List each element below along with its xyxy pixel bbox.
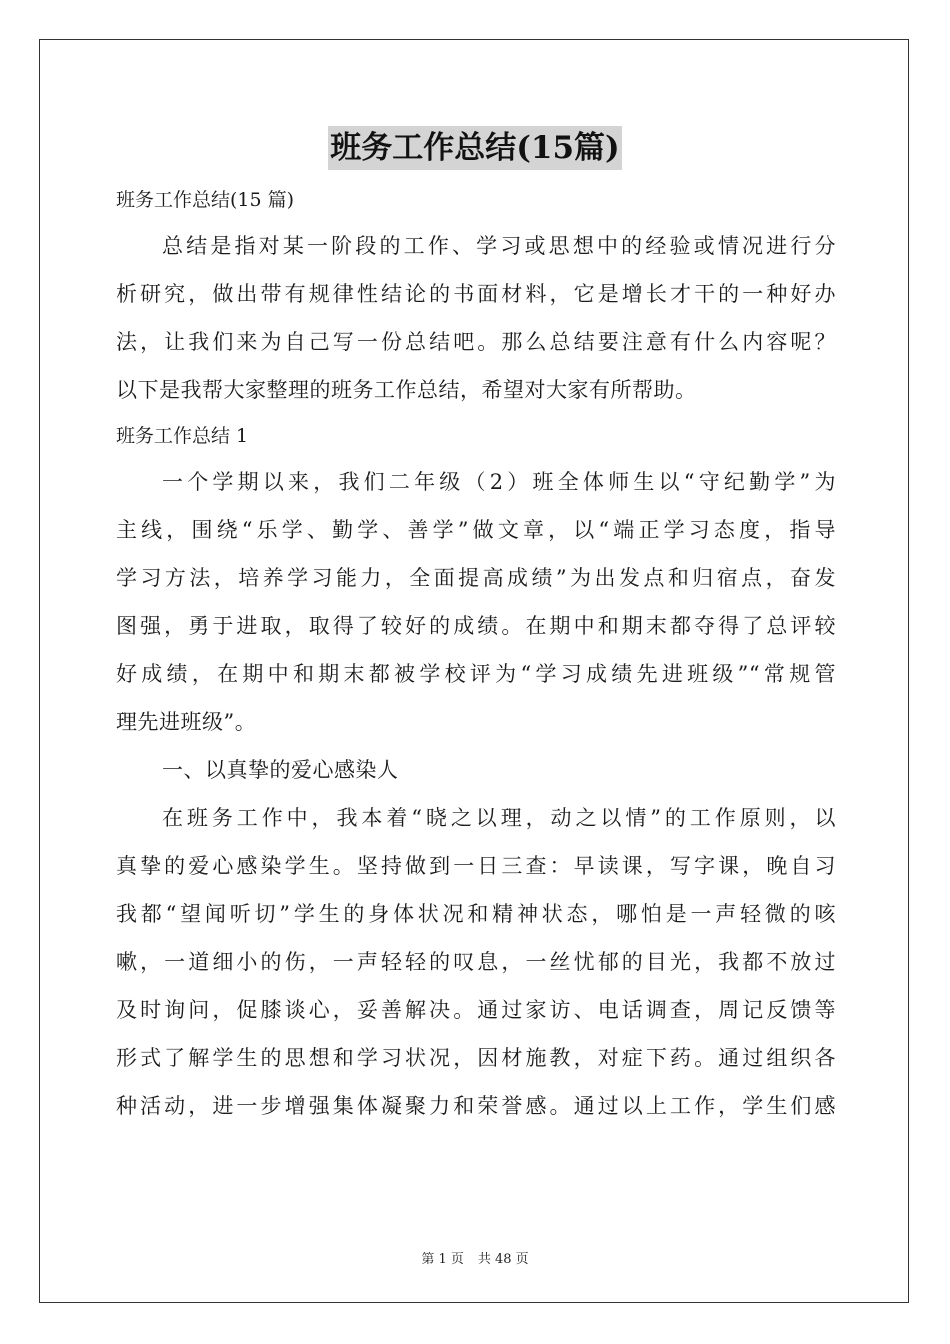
intro-paragraph	[116, 222, 836, 414]
paragraph-line: 以下是我帮大家整理的班务工作总结，希望对大家有所帮助。	[116, 378, 697, 402]
paragraph-line: 析研究，做出带有规律性结论的书面材料，它是增长才干的一种好办	[116, 282, 836, 306]
paragraph-line: 形式了解学生的思想和学习状况，因材施教，对症下药。通过组织各	[116, 1046, 836, 1070]
document-body	[116, 178, 836, 1130]
paragraph-line: 图强，勇于进取，取得了较好的成绩。在期中和期末都夺得了总评较	[116, 614, 836, 638]
paragraph-line: 学习方法，培养学习能力，全面提高成绩”为出发点和归宿点，奋发	[116, 566, 836, 590]
page-number: 第 1 页	[421, 1252, 464, 1267]
paragraph-1	[116, 458, 836, 746]
total-pages: 共 48 页	[477, 1252, 529, 1267]
document-title: 班务工作总结(15篇)	[328, 126, 621, 170]
paragraph-2	[116, 794, 836, 1130]
section-heading: 班务工作总结 1	[116, 425, 249, 447]
paragraph-line: 及时询问，促膝谈心，妥善解决。通过家访、电话调查，周记反馈等	[116, 998, 836, 1022]
paragraph-line: 真挚的爱心感染学生。坚持做到一日三查：早读课，写字课，晚自习	[116, 854, 836, 878]
paragraph-line: 好成绩，在期中和期末都被学校评为“学习成绩先进班级”“常规管	[116, 662, 836, 686]
point-heading: 一、以真挚的爱心感染人	[162, 758, 399, 782]
page-footer	[0, 1248, 950, 1267]
paragraph-line: 法，让我们来为自己写一份总结吧。那么总结要注意有什么内容呢？	[116, 330, 836, 354]
paragraph-line: 嗽，一道细小的伤，一声轻轻的叹息，一丝忧郁的目光，我都不放过	[116, 950, 836, 974]
paragraph-line: 一个学期以来，我们二年级（2）班全体师生以“守纪勤学”为	[162, 470, 836, 494]
paragraph-line: 总结是指对某一阶段的工作、学习或思想中的经验或情况进行分	[162, 234, 836, 258]
title-container	[0, 126, 950, 170]
paragraph-line: 在班务工作中，我本着“晓之以理，动之以情”的工作原则，以	[162, 806, 836, 830]
paragraph-line: 主线，围绕“乐学、勤学、善学”做文章，以“端正学习态度，指导	[116, 518, 836, 542]
document-subtitle: 班务工作总结(15 篇)	[116, 189, 295, 211]
paragraph-line: 理先进班级”。	[116, 710, 257, 734]
paragraph-line: 种活动，进一步增强集体凝聚力和荣誉感。通过以上工作，学生们感	[116, 1094, 836, 1118]
paragraph-line: 我都“望闻听切”学生的身体状况和精神状态，哪怕是一声轻微的咳	[116, 902, 836, 926]
